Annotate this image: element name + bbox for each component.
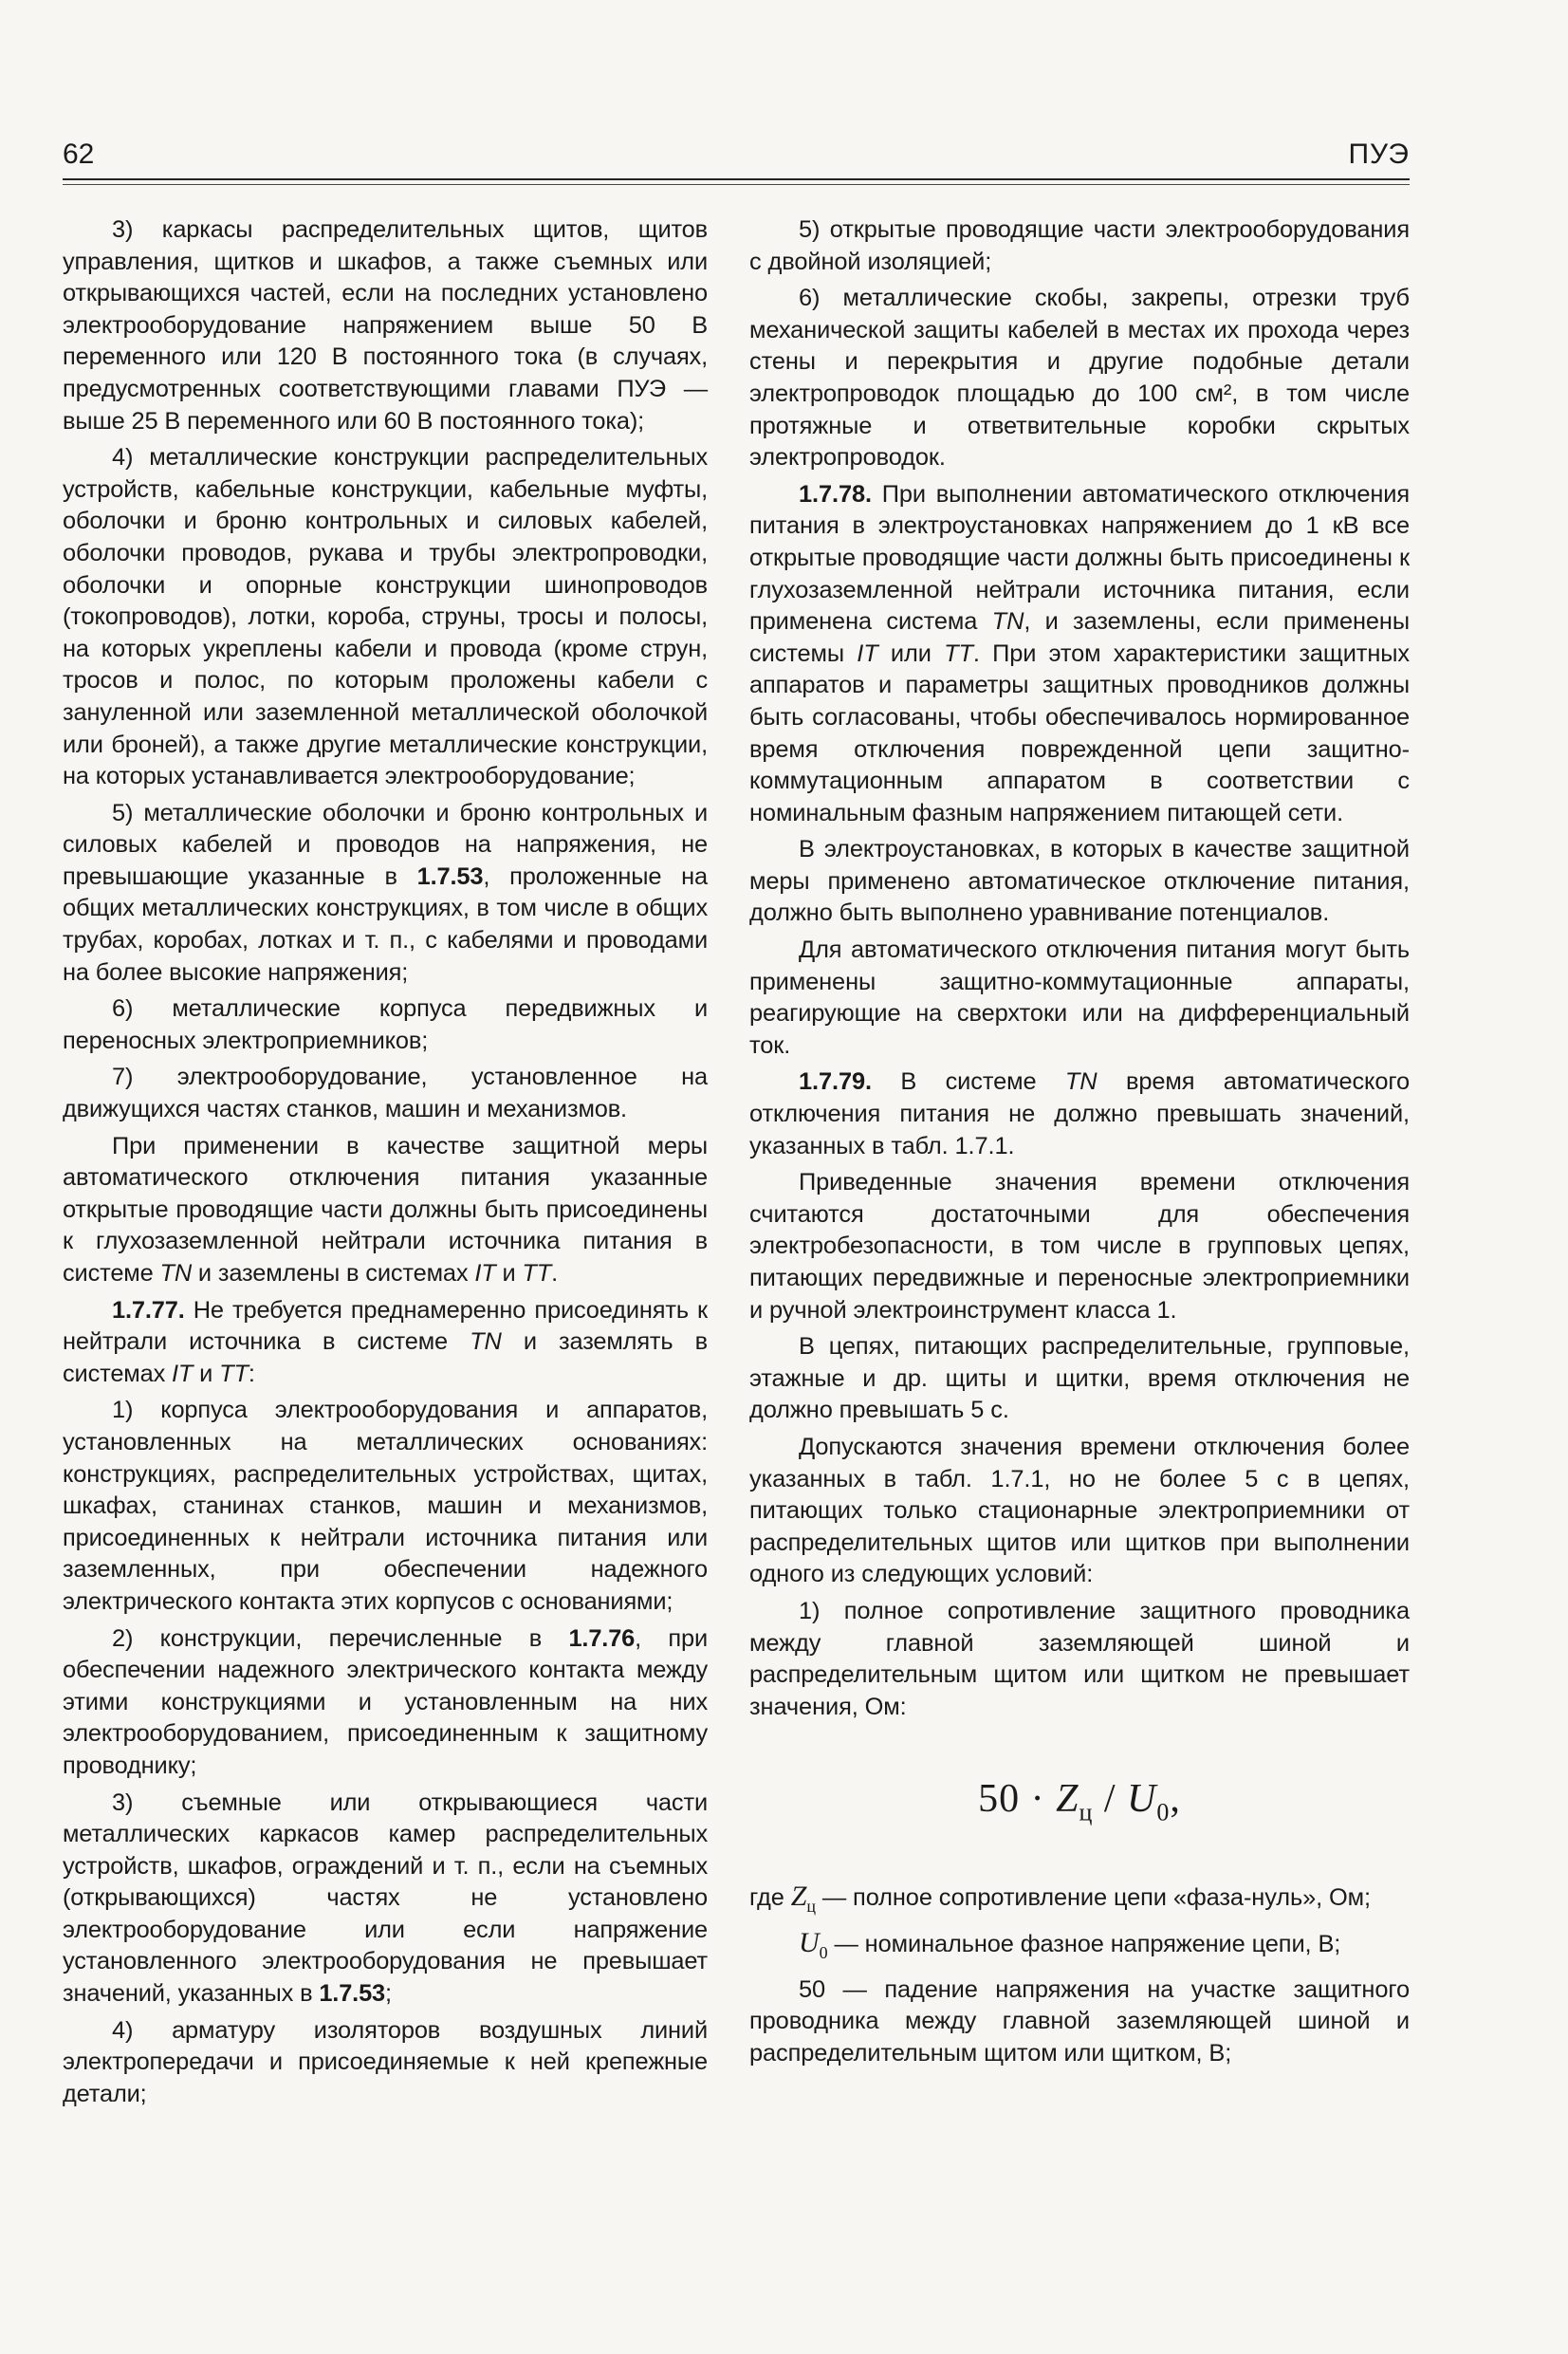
paragraph: 7) электрооборудование, установленное на движущихся частях станков, машин и механизмов. [63,1064,708,1123]
formula-symbol [799,1927,828,1963]
formula-symbol [790,1880,816,1916]
text: Не требуется преднамеренно присоединять к нейтрали источника в системе [63,1296,708,1356]
left-column [63,214,708,2115]
paragraph [63,1623,708,1783]
text: 3) съемные или открывающиеся части металлических каркасов камер распределительных устройств, шкафов, ограждений и т. п., если на съемных (открывающихся) частях не установлено электрооборудование или если напряжение установленного электрооборудования не превышает значений, указанных в [63,1789,708,2008]
formula-symbol: U [1127,1777,1157,1822]
paragraph: В электроустановках, в которых в качестве защитной меры применено автоматическое отключение питания, должно быть выполнено уравнивание потенциалов. [749,836,1410,927]
paragraph: Приведенные значения времени отключения считаются достаточными для обеспечения электробезопасности, в том числе в групповых цепях, питающих передвижные и переносные электроприемники и ручной электроинструмент класса 1. [749,1169,1410,1324]
formula-subscript: ц [1079,1798,1094,1826]
formula [749,1776,1410,1826]
section-number: 1.7.79. [799,1068,872,1096]
system-name: TN [991,608,1024,636]
system-name: TT [944,639,973,667]
text: и заземлены в системах [192,1260,475,1287]
paragraph: 50 — падение напряжения на участке защитного проводника между главной заземляющей шиной и распределительным щитом или щитком, В; [749,1975,1410,2067]
text: , проложенные на общих металлических конструкциях, в том числе в общих трубах, коробах, лотках и т. п., с кабелями и проводами на более высокие напряжения; [63,862,708,986]
formula-symbol: Z [1056,1777,1079,1822]
text: В системе [871,1068,1065,1096]
symbol-letter: Z [790,1880,807,1912]
paragraph [63,1131,708,1290]
text: 2) конструкции, перечисленные в [112,1624,569,1652]
section-paragraph [749,479,1410,830]
text: и заземлять в системах [63,1328,708,1387]
header-rule [63,178,1410,180]
paragraph [63,798,708,990]
paragraph: Допускаются значения времени отключения более указанных в табл. 1.7.1, но не более 5 с в цепях, питающих только стационарные электроприемники от распределительных щитов или щитков при выполнении одного из следующих условий: [749,1433,1410,1588]
paragraph: 4) арматуру изоляторов воздушных линий электропередачи и присоединяемые к ней крепежные детали; [63,2016,708,2107]
formula-operator: · [1020,1777,1057,1822]
formula-punctuation: , [1170,1777,1181,1822]
page-number: 62 [63,139,95,170]
symbol-subscript: 0 [819,1943,828,1963]
text: , при обеспечении надежного электрического контакта между этими конструкциями и установленным на них электрооборудованием, присоединенным к защитному проводнику; [63,1624,708,1779]
text: . При этом характеристики защитных аппаратов и параметры защитных проводников должны быть согласованы, чтобы обеспечивалось нормированное время отключения поврежденной цепи защитно-коммутационным аппаратом в соответствии с номинальным фазным напряжением питающей сети. [749,639,1410,826]
text: или [877,639,945,667]
text: ; [385,1980,392,2008]
symbol-letter: U [799,1927,820,1959]
text: . [551,1260,559,1287]
running-head: ПУЭ [1348,139,1410,170]
page-header [63,131,1410,169]
paragraph: 3) каркасы распределительных щитов, щитов управления, щитков и шкафов, а также съемных или открывающихся частей, если на последних установлено электрооборудование напряжением выше 50 В переменного или 120 В постоянного тока (в случаях, предусмотренных соответствующими главами ПУЭ — выше 25 В переменного или 60 В постоянного тока); [63,216,708,435]
paragraph: Для автоматического отключения питания могут быть применены защитно-коммутационные аппараты, реагирующие на сверхтоки или на дифференциальный ток. [749,936,1410,1059]
section-reference: 1.7.53 [416,862,484,890]
text: — полное сопротивление цепи «фаза-нуль», Ом; [815,1883,1371,1911]
text: и [193,1360,220,1387]
paragraph: 4) металлические конструкции распределительных устройств, кабельные конструкции, кабельные муфты, оболочки и броню контрольных и силовых кабелей, оболочки проводов, рукава и трубы электропроводки, оболочки и опорные конструкции шинопроводов (токопроводов), лотки, короба, струны, тросы и полосы, на которых укреплены кабели и провода (кроме струн, тросов и полос, по которым проложены кабели с зануленной или заземленной металлической оболочкой или броней), а также другие металлические конструкции, на которых устанавливается электрооборудование; [63,444,708,790]
section-reference: 1.7.53 [319,1980,386,2008]
paragraph: 5) открытые проводящие части электрооборудования с двойной изоляцией; [749,216,1410,275]
text: где [749,1883,791,1911]
paragraph [749,1927,1410,1970]
section-paragraph [749,1066,1410,1162]
paragraph [749,1881,1410,1923]
text: время автоматического отключения питания не должно превышать значений, указанных в табл. 1.7.1. [749,1068,1410,1159]
section-paragraph [63,1295,708,1391]
symbol-subscript: ц [806,1896,816,1916]
header-rule-thin [63,184,1410,185]
system-name: TT [219,1360,249,1387]
paragraph: 6) металлические скобы, закрепы, отрезки труб механической защиты кабелей в местах их прохода через стены и перекрытия и другие подобные детали электропроводок площадью до 100 см², в том числе протяжные и ответвительные коробки скрытых электропроводок. [749,285,1410,472]
text: При применении в качестве защитной меры автоматического отключения питания указанные открытые проводящие части должны быть присоединены к глухозаземленной нейтрали источника питания в системе [63,1132,708,1287]
paragraph: В цепях, питающих распределительные, групповые, этажные и др. щиты и щитки, время отключения не должно превышать 5 с. [749,1333,1410,1424]
right-column [749,214,1410,2075]
text: — номинальное фазное напряжение цепи, В; [827,1931,1341,1958]
formula-subscript: 0 [1156,1798,1171,1826]
text: 5) металлические оболочки и броню контрольных и силовых кабелей и проводов на напряжения, не превышающие указанные в [63,799,708,890]
section-reference: 1.7.76 [568,1624,636,1652]
system-name: TN [470,1328,502,1356]
system-name: TN [159,1260,193,1287]
system-name: IT [474,1260,496,1287]
system-name: IT [857,639,878,667]
paragraph: 1) полное сопротивление защитного проводника между главной заземляющей шиной и распределительным щитом или щитком не превышает значения, Ом: [749,1597,1410,1720]
text: и [495,1260,523,1287]
text: , и заземлены, если применены системы [749,608,1411,667]
paragraph: 6) металлические корпуса передвижных и переносных электроприемников; [63,995,708,1054]
section-number: 1.7.77. [112,1296,185,1324]
text: При выполнении автоматического отключения питания в электроустановках напряжением до 1 кВ все открытые проводящие части должны быть присоединены к глухозаземленной нейтрали источника питания, если применена система [749,480,1410,636]
system-name: TN [1064,1068,1098,1096]
system-name: TT [522,1260,552,1287]
section-number: 1.7.78. [799,480,872,508]
paragraph: 1) корпуса электрооборудования и аппаратов, установленных на металлических основаниях: конструкциях, распределительных устройствах, щитах, шкафах, станинах станков, машин и механизмов, присоединенных к нейтрали источника питания или заземленных, при обеспечении надежного электрического контакта этих корпусов с основаниями; [63,1397,708,1615]
formula-coefficient: 50 [978,1777,1021,1822]
paragraph [63,1788,708,2011]
formula-operator: / [1093,1777,1128,1822]
system-name: IT [172,1360,194,1387]
text: : [248,1360,255,1387]
